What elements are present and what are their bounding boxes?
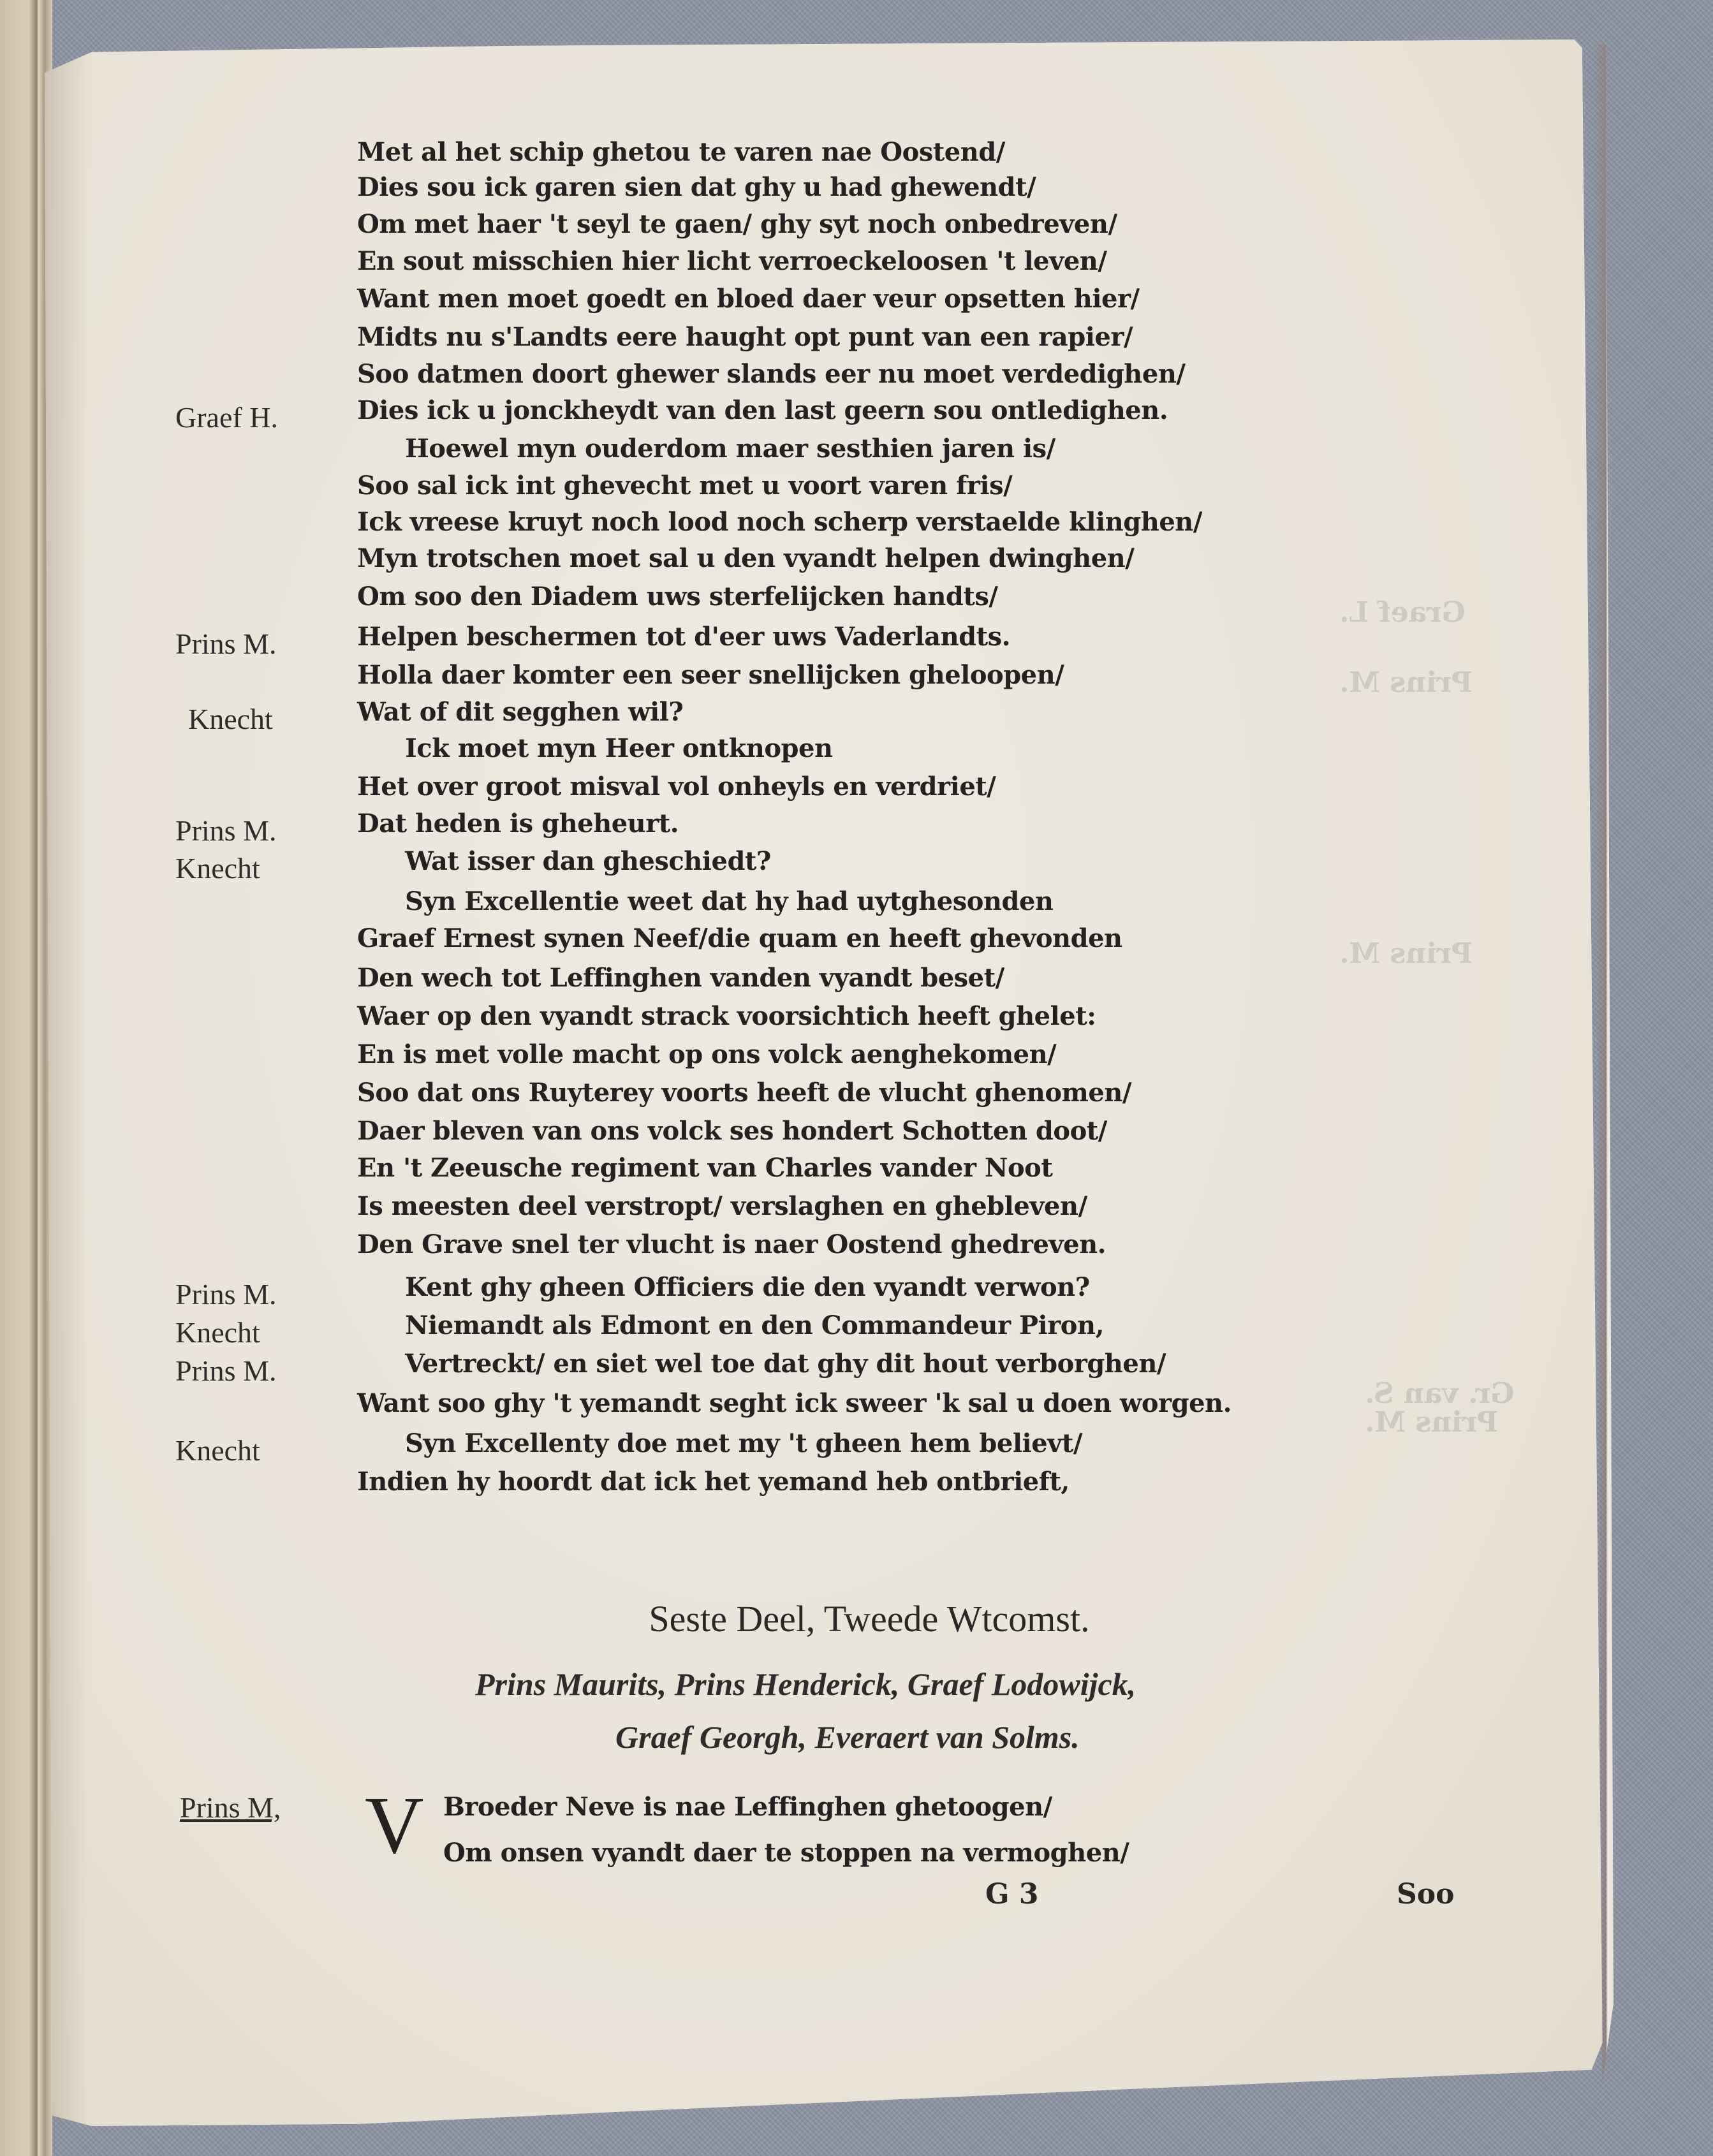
cast-list-line-1: Prins Maurits, Prins Henderick, Graef Lodowijck,	[475, 1666, 1136, 1702]
verse-line: Syn Excellenty doe met my 't gheen hem believt/	[405, 1428, 1083, 1458]
verse-line: Graef Ernest synen Neef/die quam en heeft ghevonden	[357, 923, 1122, 953]
verse-line: Den Grave snel ter vlucht is naer Oostend ghedreven.	[357, 1229, 1106, 1259]
verse-line: Waer op den vyandt strack voorsichtich heeft ghelet:	[357, 1001, 1096, 1031]
verse-line: Kent ghy gheen Officiers die den vyandt verwon?	[405, 1272, 1090, 1302]
verse-line: Wat of dit segghen wil?	[357, 697, 684, 727]
drop-cap: V	[365, 1780, 424, 1870]
signature-mark: G 3	[985, 1878, 1039, 1910]
bleed-through-label: Graef L.	[1339, 596, 1466, 629]
verse-line: Myn trotschen moet sal u den vyandt helpen dwinghen/	[357, 543, 1135, 573]
previous-page-edge	[0, 0, 52, 2156]
verse-line: Wat isser dan gheschiedt?	[405, 846, 771, 876]
verse-line: Vertreckt/ en siet wel toe dat ghy dit hout verborghen/	[405, 1349, 1166, 1379]
speaker-label: Knecht	[175, 1316, 260, 1349]
speaker-label: Prins M,	[180, 1791, 281, 1824]
verse-line: Soo datmen doort ghewer slands eer nu moet verdedighen/	[357, 359, 1186, 389]
speaker-label: Knecht	[175, 852, 260, 884]
speaker-label: Knecht	[175, 1434, 260, 1467]
bleed-through-label: Prins M.	[1339, 666, 1473, 699]
verse-line: En sout misschien hier licht verroeckeloosen 't leven/	[357, 246, 1107, 276]
speaker-label: Prins M.	[175, 1278, 277, 1310]
verse-line: Dies sou ick garen sien dat ghy u had ghewendt/	[357, 172, 1036, 202]
verse-line: Ick vreese kruyt noch lood noch scherp verstaelde klinghen/	[357, 507, 1202, 537]
bleed-through-label: Prins M.	[1339, 937, 1473, 970]
verse-line: Hoewel myn ouderdom maer sesthien jaren is/	[405, 434, 1055, 464]
verse-line: Broeder Neve is nae Leffinghen ghetoogen/	[443, 1792, 1052, 1822]
cast-list-line-2: Graef Georgh, Everaert van Solms.	[615, 1719, 1080, 1755]
bleed-through-label: Gr. van S.	[1365, 1377, 1515, 1410]
verse-line: Holla daer komter een seer snellijcken gheloopen/	[357, 660, 1064, 690]
verse-line: Den wech tot Leffinghen vanden vyandt beset/	[357, 963, 1004, 993]
speaker-label: Prins M.	[175, 1354, 277, 1387]
verse-line: En 't Zeeusche regiment van Charles vander Noot	[357, 1153, 1053, 1183]
speaker-label: Knecht	[188, 703, 273, 735]
verse-line: En is met volle macht op ons volck aenghekomen/	[357, 1039, 1057, 1069]
verse-line: Om soo den Diadem uws sterfelijcken handts/	[357, 582, 998, 612]
verse-line: Het over groot misval vol onheyls en verdriet/	[357, 772, 996, 802]
section-heading: Seste Deel, Tweede Wtcomst.	[649, 1598, 1090, 1639]
verse-line: Midts nu s'Landts eere haught opt punt van een rapier/	[357, 322, 1133, 352]
verse-line: Dies ick u jonckheydt van den last geern sou ontledighen.	[357, 395, 1168, 425]
verse-line: Soo dat ons Ruyterey voorts heeft de vlucht ghenomen/	[357, 1078, 1131, 1108]
verse-line: Niemandt als Edmont en den Commandeur Piron,	[405, 1310, 1104, 1340]
verse-line: Om onsen vyandt daer te stoppen na vermoghen/	[443, 1838, 1129, 1868]
verse-line: Soo sal ick int ghevecht met u voort varen fris/	[357, 471, 1013, 501]
verse-line: Ick moet myn Heer ontknopen	[405, 733, 833, 763]
catchword: Soo	[1397, 1878, 1455, 1910]
verse-line: Want soo ghy 't yemandt seght ick sweer 'k sal u doen worgen.	[357, 1388, 1232, 1418]
bleed-through-label: Prins M.	[1365, 1406, 1499, 1439]
verse-line: Syn Excellentie weet dat hy had uytghesonden	[405, 886, 1054, 916]
verse-line: Want men moet goedt en bloed daer veur opsetten hier/	[357, 284, 1140, 314]
verse-line: Indien hy hoordt dat ick het yemand heb ontbrieft,	[357, 1467, 1070, 1497]
verse-line: Om met haer 't seyl te gaen/ ghy syt noch onbedreven/	[357, 209, 1117, 239]
speaker-label: Prins M.	[175, 814, 277, 847]
verse-line: Daer bleven van ons volck ses hondert Schotten doot/	[357, 1116, 1107, 1146]
verse-line: Is meesten deel verstropt/ verslaghen en ghebleven/	[357, 1191, 1087, 1221]
speaker-label: Graef H.	[175, 401, 278, 434]
verse-line: Helpen beschermen tot d'eer uws Vaderlandts.	[357, 622, 1011, 652]
verse-line: Dat heden is gheheurt.	[357, 809, 679, 839]
speaker-label: Prins M.	[175, 627, 277, 660]
verse-line: Met al het schip ghetou te varen nae Oostend/	[357, 137, 1005, 167]
